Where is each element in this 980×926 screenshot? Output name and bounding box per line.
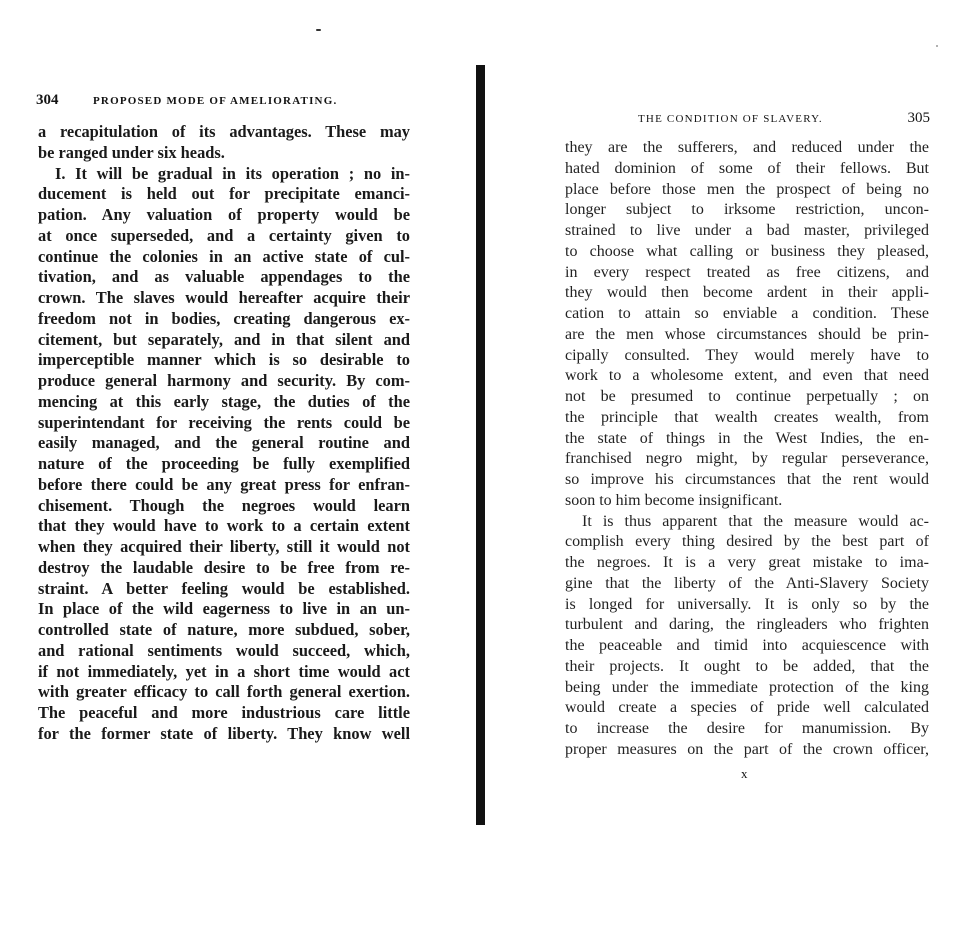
text-line: destroy the laudable desire to be free from re-	[38, 557, 410, 577]
text-line: that they would have to work to a certain extent	[38, 516, 410, 536]
text-line: complish every thing desired by the best part of	[565, 533, 929, 551]
text-line: crown. The slaves would hereafter acquire their	[38, 288, 410, 307]
text-line: would create a species of pride well calculated	[565, 699, 929, 717]
text-line: turbulent and daring, the ringleaders who frighten	[565, 616, 929, 634]
text-line: the peaceable and timid into acquiescence with	[565, 637, 929, 654]
right-page	[565, 110, 929, 761]
text-line: are the men whose circumstances should be prin-	[565, 325, 929, 343]
text-line: In place of the wild eagerness to live in an un-	[38, 599, 410, 619]
text-line: being under the immediate protection of the king	[565, 678, 929, 696]
text-line: freedom not in bodies, creating dangerous ex-	[38, 308, 410, 328]
text-line: with greater efficacy to call forth general exertion.	[38, 682, 410, 702]
text-line: to increase the desire for manumission. By	[565, 720, 929, 737]
text-line: place before those men the prospect of being no	[565, 180, 929, 198]
right-page-text	[565, 138, 929, 761]
text-line: easily managed, and the general routine and	[38, 433, 410, 453]
text-line: strained to live under a bad master, privileged	[565, 222, 929, 239]
left-page	[38, 92, 410, 745]
text-line: citement, but separately, and in that silent and	[38, 329, 410, 349]
text-line: continue the colonies in an active state of cul-	[38, 246, 410, 266]
text-line: when they acquired their liberty, still it would not	[38, 537, 410, 556]
gutter-shadow	[476, 65, 485, 825]
text-line: proper measures on the part of the crown officer,	[565, 740, 929, 758]
left-page-header	[38, 92, 410, 112]
text-line: superintendant for receiving the rents could be	[38, 412, 410, 432]
text-line: cipally consulted. They would merely have to	[565, 346, 929, 364]
page-number: 304	[36, 92, 59, 108]
text-line: franchised negro might, by regular perseverance,	[565, 450, 929, 468]
text-line: chisement. Though the negroes would learn	[38, 495, 410, 515]
right-page-header	[565, 110, 929, 130]
text-line: controlled state of nature, more subdued, sober,	[38, 620, 410, 639]
text-line: It is thus apparent that the measure would ac-	[582, 512, 929, 530]
text-line: they would then become ardent in their appli-	[565, 284, 929, 302]
text-line: mencing at this early stage, the duties of the	[38, 391, 410, 411]
text-line: The peaceful and more industrious care little	[38, 703, 410, 722]
ink-speck	[936, 45, 938, 47]
text-line: the negroes. It is a very great mistake to ima-	[565, 554, 929, 571]
text-line: soon to him become insignificant.	[565, 491, 783, 509]
text-line: imperceptible manner which is so desirable to	[38, 350, 410, 370]
text-line: the principle that wealth creates wealth, from	[565, 408, 929, 426]
running-head: THE CONDITION OF SLAVERY.	[638, 113, 823, 125]
text-line: so improve his circumstances that the rent would	[565, 471, 929, 488]
text-line: straint. A better feeling would be established.	[38, 578, 410, 598]
text-line: be ranged under six heads.	[38, 142, 225, 162]
text-line: for the former state of liberty. They know well	[38, 723, 410, 743]
text-line: and rational sentiments would succeed, which,	[38, 640, 410, 660]
text-line: to choose what calling or business they pleased,	[565, 242, 929, 260]
text-line: pation. Any valuation of property would be	[38, 205, 410, 224]
signature-mark: x	[741, 766, 748, 781]
page-number: 305	[907, 110, 930, 126]
text-line: cation to attain so enviable a condition. These	[565, 305, 929, 322]
text-line: they are the sufferers, and reduced under the	[565, 139, 929, 156]
text-line: hated dominion of some of their fellows. But	[565, 159, 929, 177]
text-line: in every respect treated as free citizens, and	[565, 263, 929, 281]
text-line: nature of the proceeding be fully exemplified	[38, 454, 410, 473]
text-line: tivation, and as valuable appendages to the	[38, 267, 410, 287]
text-line: is longed for universally. It is only so by the	[565, 595, 929, 613]
text-line: gine that the liberty of the Anti-Slavery Society	[565, 574, 929, 592]
text-line: if not immediately, yet in a short time would act	[38, 661, 410, 681]
text-line: at once superseded, and a certainty given to	[38, 225, 410, 245]
text-line: a recapitulation of its advantages. These may	[38, 122, 410, 141]
text-line: I. It will be gradual in its operation ; no in-	[55, 163, 410, 183]
text-line: work to a wholesome extent, and even that need	[565, 367, 929, 385]
text-line: before there could be any great press for enfran-	[38, 474, 410, 494]
running-head: PROPOSED MODE OF AMELIORATING.	[93, 95, 338, 107]
text-line: the state of things in the West Indies, the en-	[565, 429, 929, 447]
text-line: produce general harmony and security. By com-	[38, 371, 410, 390]
left-page-text	[38, 122, 410, 745]
ink-speck	[316, 29, 321, 31]
text-line: longer subject to irksome restriction, uncon-	[565, 201, 929, 219]
text-line: their projects. It ought to be added, that the	[565, 657, 929, 675]
text-line: ducement is held out for precipitate emanci-	[38, 184, 410, 204]
text-line: not be presumed to continue perpetually ; on	[565, 388, 929, 405]
